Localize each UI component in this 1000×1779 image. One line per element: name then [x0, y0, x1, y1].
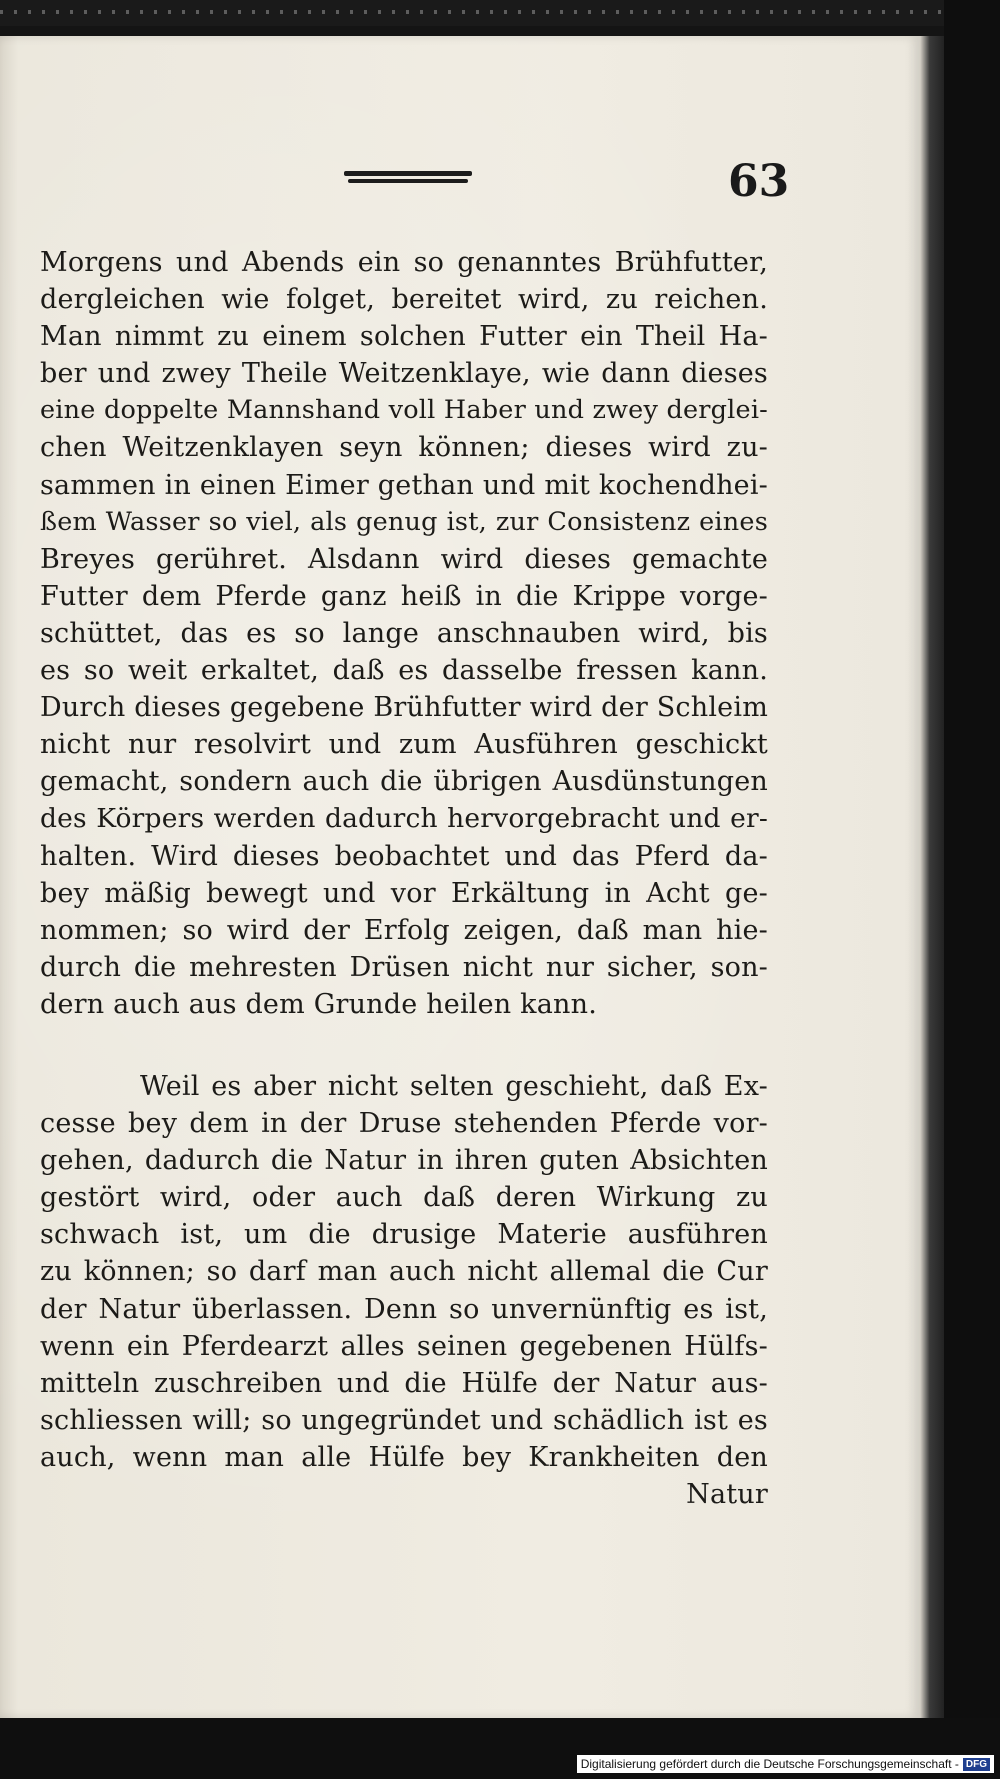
text-line: schliessen will; so ungegründet und schädlich ist es: [40, 1404, 768, 1436]
catchword: Natur: [686, 1479, 768, 1511]
text-line: chen Weitzenklayen seyn können; dieses wird zu-: [40, 432, 768, 464]
scan-bottom-border: [0, 1718, 1000, 1779]
text-line: Man nimmt zu einem solchen Futter ein Theil Ha-: [40, 321, 768, 353]
text-line: Weil es aber nicht selten geschieht, daß Ex-: [140, 1071, 768, 1102]
text-line: schwach ist, um die drusige Materie ausführen: [40, 1219, 768, 1251]
text-line: zu können; so darf man auch nicht allemal die Cur: [40, 1256, 768, 1288]
text-line: nommen; so wird der Erfolg zeigen, daß man hie-: [40, 914, 768, 946]
text-line: ber und zwey Theile Weitzenklaye, wie dann dieses: [40, 358, 768, 390]
paragraph-1: [40, 244, 768, 1023]
text-line: Futter dem Pferde ganz heiß in die Krippe vorge-: [40, 580, 768, 612]
text-line: bey mäßig bewegt und vor Erkältung in Acht ge-: [40, 877, 768, 909]
text-line: gehen, dadurch die Natur in ihren guten Absichten: [40, 1145, 768, 1177]
text-line: ßem Wasser so viel, als genug ist, zur Consistenz eines: [40, 506, 768, 537]
text-line: sammen in einen Eimer gethan und mit kochendhei-: [40, 469, 768, 501]
text-line: Breyes gerühret. Alsdann wird dieses gemachte: [40, 543, 768, 575]
text-line: eine doppelte Mannshand voll Haber und zwey derglei-: [40, 395, 768, 426]
scan-top-border: [0, 0, 1000, 26]
text-line: dern auch aus dem Grunde heilen kann.: [40, 988, 597, 1020]
text-line: wenn ein Pferdearzt alles seinen gegebenen Hülfs-: [40, 1330, 768, 1362]
text-line: cesse bey dem in der Druse stehenden Pferde vor-: [40, 1108, 768, 1140]
scan-right-background: [944, 0, 1000, 1779]
page-edge-shadow: [920, 36, 944, 1718]
text-line: dergleichen wie folget, bereitet wird, zu reichen.: [40, 284, 768, 316]
page-number: 63: [728, 156, 790, 207]
text-line: durch die mehresten Drüsen nicht nur sicher, son-: [40, 951, 768, 983]
text-line: gemacht, sondern auch die übrigen Ausdünstungen: [40, 766, 768, 798]
text-line: Durch dieses gegebene Brühfutter wird der Schleim: [40, 692, 768, 724]
header-ornament-rule: [344, 171, 472, 185]
text-line: des Körpers werden dadurch hervorgebracht und er-: [40, 803, 768, 835]
credit-text: Digitalisierung gefördert durch die Deutsche Forschungsgemeinschaft -: [580, 1757, 959, 1771]
text-line: nicht nur resolvirt und zum Ausführen geschickt: [40, 729, 768, 761]
text-line: es so weit erkaltet, daß es dasselbe fressen kann.: [40, 655, 768, 687]
paragraph-2: [40, 1068, 768, 1513]
text-line: der Natur überlassen. Denn so unvernünftig es ist,: [40, 1293, 768, 1325]
text-line: mitteln zuschreiben und die Hülfe der Natur aus-: [40, 1367, 768, 1399]
text-line: auch, wenn man alle Hülfe bey Krankheiten den: [40, 1441, 768, 1473]
text-line: halten. Wird dieses beobachtet und das Pferd da-: [40, 840, 768, 872]
text-line: Morgens und Abends ein so genanntes Brühfutter,: [40, 247, 768, 278]
text-line: gestört wird, oder auch daß deren Wirkung zu: [40, 1182, 768, 1214]
dfg-logo: DFG: [963, 1758, 990, 1771]
digitization-credit: [577, 1755, 994, 1773]
text-line: schüttet, das es so lange anschnauben wird, bis: [40, 617, 768, 649]
